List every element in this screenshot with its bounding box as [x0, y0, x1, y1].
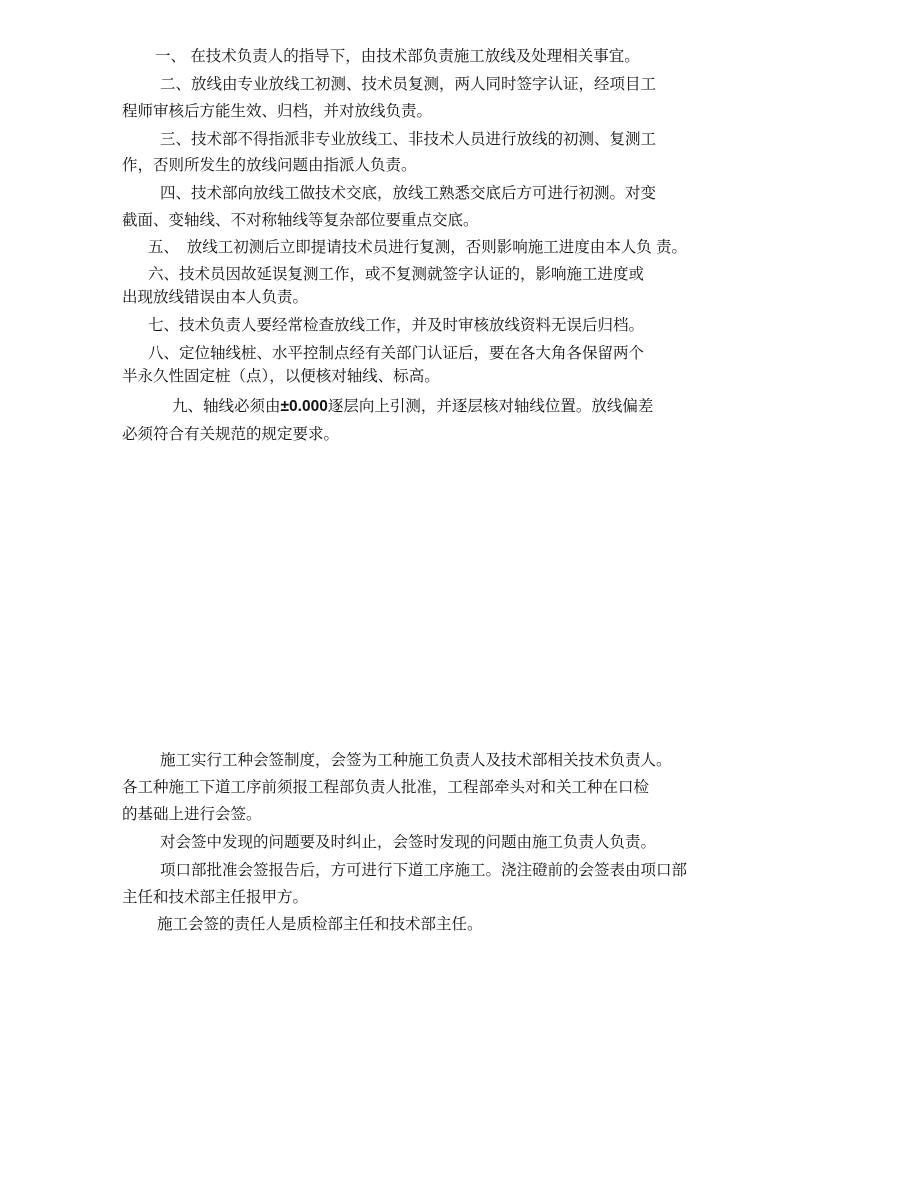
- elevation-value: ±0.000: [280, 398, 328, 415]
- paragraph-line: 程师审核后方能生效、归档，并对放线负责。: [122, 103, 433, 120]
- paragraph-line: 八、定位轴线桩、水平控制点经有关部门认证后，要在各大角各保留两个: [148, 345, 645, 362]
- paragraph-line: 一、 在技术负责人的指导下，由技术部负责施工放线及处理相关事宜。: [155, 48, 640, 65]
- paragraph-line: 三、技术部不得指派非专业放线工、非技术人员进行放线的初测、复测工: [160, 131, 657, 148]
- paragraph-line: [172, 397, 653, 417]
- paragraph-line: 五、 放线工初测后立即提请技术员进行复测，否则影响施工进度由本人负 责。: [148, 239, 688, 256]
- item9-text: 逐层向上引测，并逐层核对轴线位置。放线偏差: [327, 398, 654, 415]
- paragraph-line: 出现放线错误由本人负责。: [122, 289, 309, 306]
- paragraph-line: 施工会签的责任人是质检部主任和技术部主任。: [157, 916, 483, 933]
- paragraph-line: 各工种施工下道工序前须报工程部负责人批准，工程部牵头对和关工种在口检: [122, 779, 650, 796]
- paragraph-line: 二、放线由专业放线工初测、技术员复测，两人同时签字认证，经项目工: [160, 76, 657, 93]
- paragraph-line: 六、技术员因故延误复测工作，或不复测就签字认证的，影响施工进度或: [148, 266, 645, 283]
- paragraph-line: 必须符合有关规范的规定要求。: [122, 426, 340, 443]
- paragraph-line: 半永久性固定桩（点），以便核对轴线、标高。: [122, 368, 440, 385]
- paragraph-line: 施工实行工种会签制度，会签为工种施工负责人及技术部相关技术负责人。: [160, 752, 672, 769]
- paragraph-line: 四、技术部向放线工做技术交底，放线工熟悉交底后方可进行初测。对变: [160, 185, 657, 202]
- paragraph-line: 主任和技术部主任报甲方。: [122, 889, 309, 906]
- paragraph-line: 的基础上进行会签。: [122, 806, 262, 823]
- paragraph-line: 截面、变轴线、不对称轴线等复杂部位要重点交底。: [122, 212, 479, 229]
- paragraph-line: 对会签中发现的问题要及时纠止，会签时发现的问题由施工负责人负责。: [160, 834, 657, 851]
- paragraph-line: 项口部批准会签报告后，方可进行下道工序施工。浇注磴前的会签表由项口部: [160, 862, 688, 879]
- paragraph-line: 作，否则所发生的放线问题由指派人负责。: [122, 157, 417, 174]
- item9-text: 九、轴线必须由: [172, 398, 281, 415]
- paragraph-line: 七、技术负责人要经常检查放线工作，并及时审核放线资料无误后归档。: [148, 317, 645, 334]
